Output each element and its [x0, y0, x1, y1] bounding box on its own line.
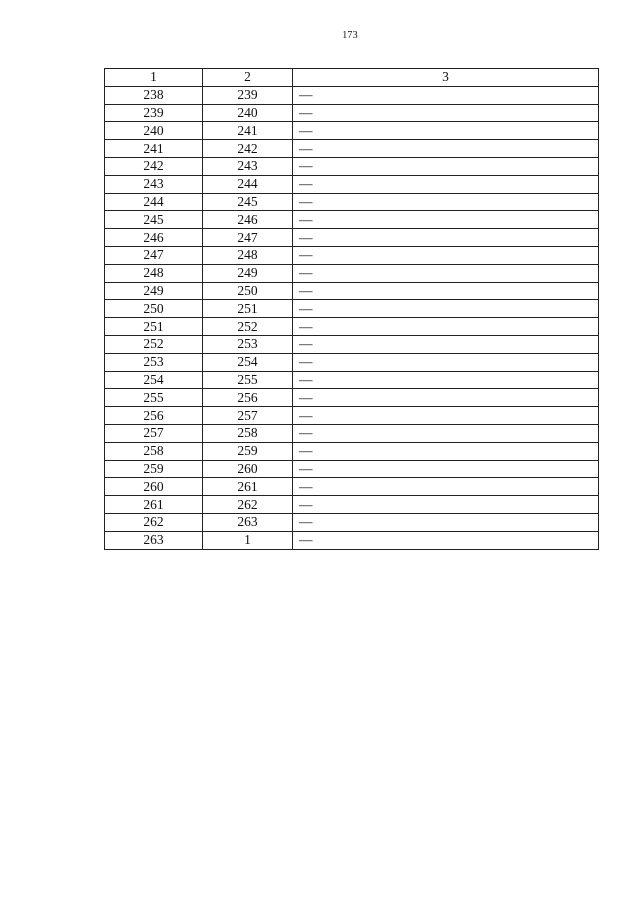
table-cell-col-3: — — [293, 371, 599, 389]
table-cell-col-1: 249 — [105, 282, 203, 300]
table-row — [105, 282, 599, 300]
table-cell-col-1: 241 — [105, 140, 203, 158]
table-cell-col-3: — — [293, 407, 599, 425]
column-header-2: 2 — [203, 69, 293, 87]
table-cell-col-1: 246 — [105, 229, 203, 247]
table-cell-col-2: 243 — [203, 157, 293, 175]
table-cell-col-3: — — [293, 460, 599, 478]
table-cell-col-2: 263 — [203, 513, 293, 531]
table-row — [105, 104, 599, 122]
table-cell-col-1: 245 — [105, 211, 203, 229]
table-cell-col-2: 253 — [203, 335, 293, 353]
table-cell-col-2: 239 — [203, 86, 293, 104]
table-row — [105, 264, 599, 282]
table-cell-col-3: — — [293, 122, 599, 140]
table-cell-col-2: 244 — [203, 175, 293, 193]
table-cell-col-2: 261 — [203, 478, 293, 496]
table-cell-col-1: 247 — [105, 246, 203, 264]
table-cell-col-3: — — [293, 175, 599, 193]
table-cell-col-2: 250 — [203, 282, 293, 300]
table-cell-col-2: 255 — [203, 371, 293, 389]
table-cell-col-3: — — [293, 211, 599, 229]
table-cell-col-1: 238 — [105, 86, 203, 104]
table-cell-col-1: 258 — [105, 442, 203, 460]
table-cell-col-1: 257 — [105, 424, 203, 442]
table-cell-col-3: — — [293, 496, 599, 514]
table-cell-col-2: 256 — [203, 389, 293, 407]
table-row — [105, 389, 599, 407]
table-row — [105, 424, 599, 442]
table-cell-col-1: 253 — [105, 353, 203, 371]
table-cell-col-1: 251 — [105, 318, 203, 336]
table-cell-col-3: — — [293, 157, 599, 175]
column-header-1: 1 — [105, 69, 203, 87]
table-cell-col-1: 243 — [105, 175, 203, 193]
table-cell-col-2: 247 — [203, 229, 293, 247]
table-cell-col-3: — — [293, 246, 599, 264]
table-row — [105, 140, 599, 158]
table-row — [105, 353, 599, 371]
table-row — [105, 193, 599, 211]
table-cell-col-3: — — [293, 282, 599, 300]
table-cell-col-3: — — [293, 442, 599, 460]
table-row — [105, 513, 599, 531]
table-cell-col-1: 239 — [105, 104, 203, 122]
table-row — [105, 318, 599, 336]
table-cell-col-3: — — [293, 424, 599, 442]
table-cell-col-2: 249 — [203, 264, 293, 282]
table-cell-col-2: 260 — [203, 460, 293, 478]
table-row — [105, 531, 599, 549]
table-row — [105, 86, 599, 104]
table-cell-col-3: — — [293, 86, 599, 104]
table-cell-col-3: — — [293, 353, 599, 371]
table-cell-col-3: — — [293, 193, 599, 211]
table-cell-col-2: 1 — [203, 531, 293, 549]
table-cell-col-2: 258 — [203, 424, 293, 442]
table-cell-col-1: 242 — [105, 157, 203, 175]
table-row — [105, 496, 599, 514]
table-cell-col-1: 259 — [105, 460, 203, 478]
table-cell-col-2: 245 — [203, 193, 293, 211]
table-cell-col-3: — — [293, 531, 599, 549]
table-row — [105, 122, 599, 140]
header-row — [105, 69, 599, 87]
table-cell-col-1: 248 — [105, 264, 203, 282]
table-row — [105, 407, 599, 425]
table-cell-col-2: 259 — [203, 442, 293, 460]
table-cell-col-3: — — [293, 104, 599, 122]
table-cell-col-3: — — [293, 335, 599, 353]
table-cell-col-2: 242 — [203, 140, 293, 158]
table-row — [105, 211, 599, 229]
table-cell-col-3: — — [293, 478, 599, 496]
table-cell-col-2: 246 — [203, 211, 293, 229]
table-row — [105, 335, 599, 353]
table-row — [105, 478, 599, 496]
column-header-3: 3 — [293, 69, 599, 87]
table-cell-col-2: 262 — [203, 496, 293, 514]
table-cell-col-1: 256 — [105, 407, 203, 425]
table-cell-col-1: 244 — [105, 193, 203, 211]
table-cell-col-3: — — [293, 229, 599, 247]
table-cell-col-1: 250 — [105, 300, 203, 318]
table-cell-col-1: 240 — [105, 122, 203, 140]
table-cell-col-1: 255 — [105, 389, 203, 407]
table-row — [105, 157, 599, 175]
table-cell-col-1: 260 — [105, 478, 203, 496]
table-row — [105, 229, 599, 247]
table-cell-col-2: 241 — [203, 122, 293, 140]
table-row — [105, 300, 599, 318]
table-body — [105, 86, 599, 549]
table-cell-col-2: 257 — [203, 407, 293, 425]
table-cell-col-3: — — [293, 300, 599, 318]
table-cell-col-2: 254 — [203, 353, 293, 371]
data-table — [104, 68, 599, 550]
table-row — [105, 460, 599, 478]
table-cell-col-2: 252 — [203, 318, 293, 336]
table-cell-col-1: 262 — [105, 513, 203, 531]
table-cell-col-2: 240 — [203, 104, 293, 122]
table-cell-col-2: 248 — [203, 246, 293, 264]
table-cell-col-2: 251 — [203, 300, 293, 318]
table-cell-col-3: — — [293, 389, 599, 407]
table-cell-col-3: — — [293, 318, 599, 336]
table-row — [105, 175, 599, 193]
table-cell-col-1: 263 — [105, 531, 203, 549]
table-cell-col-1: 254 — [105, 371, 203, 389]
table-cell-col-3: — — [293, 513, 599, 531]
table-cell-col-3: — — [293, 264, 599, 282]
table-cell-col-1: 252 — [105, 335, 203, 353]
table-cell-col-3: — — [293, 140, 599, 158]
page-number: 173 — [342, 30, 358, 41]
table-row — [105, 246, 599, 264]
table-cell-col-1: 261 — [105, 496, 203, 514]
table-row — [105, 442, 599, 460]
table-row — [105, 371, 599, 389]
